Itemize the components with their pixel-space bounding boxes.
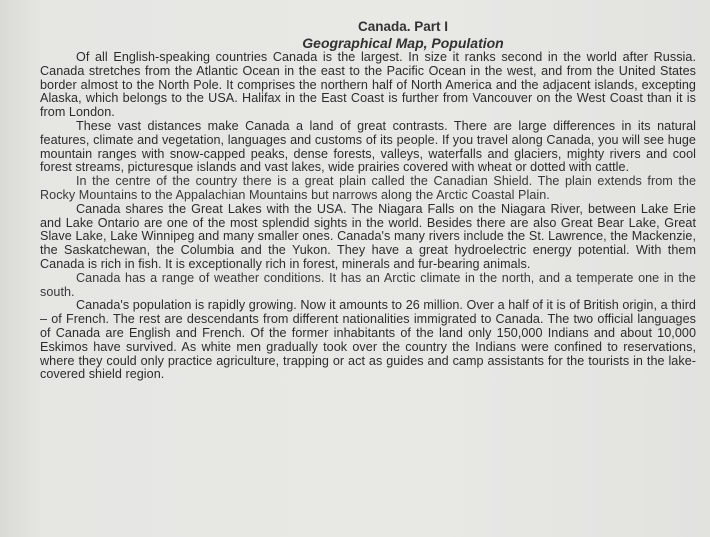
paragraph-canadian-shield: In the centre of the country there is a great plain called the Canadian Shield. The plain extends from the Rocky Mountains to the Appalachian Mountains but narrows along the Arctic Coastal Plain. <box>40 174 696 202</box>
paragraph-contrasts: These vast distances make Canada a land of great contrasts. There are large differences in its natural features, climate and vegetation, languages and customs of its people. If you travel along Canada, you will see huge mountain ranges with snow-capped peaks, dense forests, valleys, waterfalls and glaciers, mighty rivers and cool forest streams, picturesque islands and vast lakes, wide prairies covered with wheat or dotted with cattle. <box>40 118 696 175</box>
paragraph-size-and-location: Of all English-speaking countries Canada is the largest. In size it ranks second in the world after Russia. Canada stretches from the Atlantic Ocean in the east to the Pacific Ocean in the west, and from the United States border almost to the North Pole. It comprises the northern half of North America and the adjacent islands, excepting Alaska, which belongs to the USA. Halifax in the East Coast is further from Vancouver on the West Coast than it is from London. <box>40 50 696 120</box>
document-title: Canada. Part I <box>357 19 449 34</box>
document-subtitle: Geographical Map, Population <box>302 35 504 51</box>
paragraph-lakes-and-rivers: Canada shares the Great Lakes with the USA. The Niagara Falls on the Niagara River, between Lake Erie and Lake Ontario are one of the most splendid sights in the world. Besides there are also Great Bear Lake, Great Slave Lake, Lake Winnipeg and many smaller ones. Canada's many rivers include the St. Lawrence, the Mackenzie, the Saskatchewan, the Columbia and the Yukon. They have a great hydroelectric energy potential. With them Canada is rich in fish. It is exceptionally rich in forest, minerals and fur-bearing animals. <box>40 201 696 271</box>
paragraph-population: Canada's population is rapidly growing. Now it amounts to 26 million. Over a half of it is of British origin, a third – of French. The rest are descendants from different nationalities immigrated to Canada. The two official languages of Canada are English and French. Of the former inhabitants of the land only 150,000 Indians and about 10,000 Eskimos have survived. As white men gradually took over the country the Indians were confined to reservations, where they could only practice agriculture, trapping or act as guides and camp assistants for the tourists in the lake-covered shield region. <box>40 298 696 382</box>
paragraph-climate: Canada has a range of weather conditions. It has an Arctic climate in the north, and a temperate one in the south. <box>40 270 696 299</box>
